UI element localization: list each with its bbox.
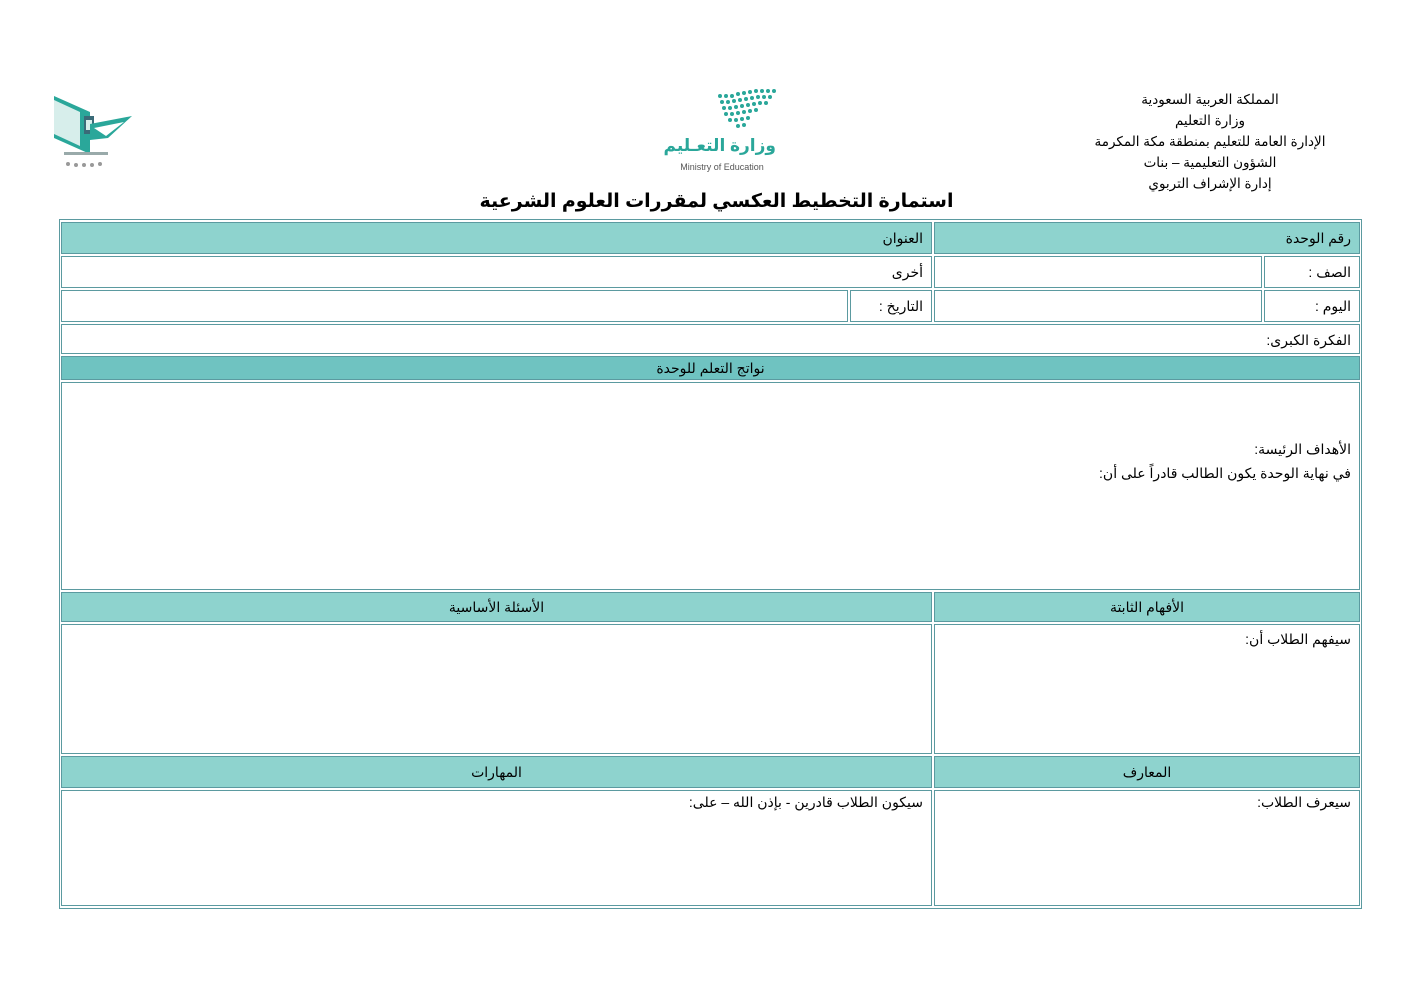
header-line-ministry: وزارة التعليم <box>1174 113 1246 128</box>
unit-number-cell[interactable] <box>934 222 1360 254</box>
goals-prompt: في نهاية الوحدة يكون الطالب قادراً على أن: <box>1099 465 1351 481</box>
other-cell[interactable] <box>61 256 932 288</box>
main-goals-label: الأهداف الرئيسة: <box>1254 441 1351 457</box>
ministry-header <box>1085 89 1335 194</box>
essential-questions-header <box>61 592 932 622</box>
knowledge-header-label: المعارف <box>1122 764 1172 780</box>
unit-title-label: العنوان <box>882 230 923 246</box>
unit-number-label: رقم الوحدة <box>1285 230 1351 246</box>
enduring-understandings-area[interactable] <box>934 624 1360 754</box>
essential-header-label: الأسئلة الأساسية <box>448 599 545 615</box>
big-idea-label: الفكرة الكبرى: <box>1266 332 1351 348</box>
essential-questions-area[interactable] <box>61 624 932 754</box>
enduring-understandings-header <box>934 592 1360 622</box>
outcomes-header <box>61 356 1360 380</box>
skills-area[interactable] <box>61 790 932 906</box>
knowledge-area[interactable] <box>934 790 1360 906</box>
date-label: التاريخ : <box>878 298 923 314</box>
knowledge-prompt: سيعرف الطلاب: <box>1257 794 1351 810</box>
ministry-logo-english: Ministry of Education <box>680 162 764 172</box>
ministry-logo-arabic: وزارة التعـليم <box>663 136 776 155</box>
header-line-supervision: إدارة الإشراف التربوي <box>1148 176 1272 191</box>
day-label: اليوم : <box>1314 298 1351 314</box>
date-label-cell <box>850 290 932 322</box>
education-emblem <box>50 94 134 174</box>
day-input[interactable] <box>934 290 1262 322</box>
grade-label: الصف : <box>1308 264 1351 280</box>
day-label-cell <box>1264 290 1360 322</box>
goals-area[interactable] <box>61 382 1360 590</box>
skills-header <box>61 756 932 788</box>
header-line-directorate: الإدارة العامة للتعليم بمنطقة مكة المكرمة <box>1094 134 1326 149</box>
header-line-affairs: الشؤون التعليمية – بنات <box>1143 155 1277 170</box>
grade-input[interactable] <box>934 256 1262 288</box>
book-emblem-icon <box>50 94 134 174</box>
header-line-kingdom: المملكة العربية السعودية <box>1141 92 1279 107</box>
knowledge-header <box>934 756 1360 788</box>
skills-prompt: سيكون الطلاب قادرين - بإذن الله – على: <box>688 794 923 810</box>
grade-label-cell <box>1264 256 1360 288</box>
ministry-logo <box>660 86 776 178</box>
big-idea-cell[interactable] <box>61 324 1360 354</box>
unit-title-cell[interactable] <box>61 222 932 254</box>
date-input[interactable] <box>61 290 848 322</box>
enduring-prompt: سيفهم الطلاب أن: <box>1245 631 1351 647</box>
other-label: أخرى <box>891 264 923 280</box>
outcomes-header-label: نواتج التعلم للوحدة <box>656 360 765 376</box>
enduring-header-label: الأفهام الثابتة <box>1109 599 1185 615</box>
skills-header-label: المهارات <box>471 764 522 780</box>
form-title: استمارة التخطيط العكسي لمقررات العلوم الشرعية <box>479 191 954 212</box>
